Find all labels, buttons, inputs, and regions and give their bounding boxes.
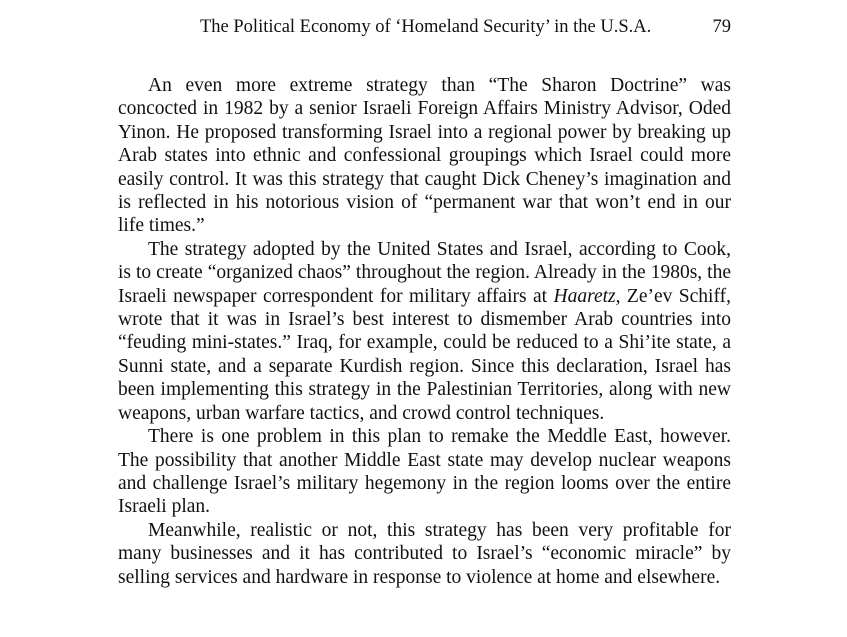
paragraph-1-text: An even more extreme strategy than “The Sharon Doctrine” was concocted in 1982 by a senior Israeli Foreign Affairs Ministry Advisor, Oded Yinon. He proposed transforming Israel into a regional power by breaking up Arab states into ethnic and confessional groupings which Israel could more easily control. It was this strategy that caught Dick Cheney’s imagination and is reflected in his notorious vision of “permanent war that won’t end in our life times.”	[118, 75, 731, 237]
newspaper-name-emphasis: Haaretz	[553, 285, 616, 307]
paragraph-2-text-end: , Ze’ev Schiff, wrote that it was in Israel’s best interest to dismember Arab countries into “feuding mini-states.” Iraq, for example, could be reduced to a Shi’ite state, a Sunni state, and a separate Kurdish region. Since this declaration, Israel has been implementing this strategy in the Palestinian Territories, along with new weapons, urban warfare tactics, and crowd control techniques.	[118, 285, 731, 424]
paragraph-4	[118, 519, 731, 589]
paragraph-2-text-start: The strategy adopted by the United States and Israel, according to Cook, is to create “organized chaos” throughout the region. Already in the 1980s, the Israeli newspaper correspondent for military affairs at	[118, 238, 731, 307]
paragraph-3-text: There is one problem in this plan to remake the Meddle East, however. The possibility that another Middle East state may develop nuclear weapons and challenge Israel’s military hegemony in the region looms over the entire Israeli plan.	[118, 426, 731, 518]
body-text	[118, 74, 731, 589]
page-number: 79	[712, 17, 731, 37]
running-title: The Political Economy of ‘Homeland Security’ in the U.S.A.	[200, 17, 652, 37]
paragraph-3	[118, 425, 731, 519]
running-header	[200, 14, 731, 40]
paragraph-4-text: Meanwhile, realistic or not, this strategy has been very profitable for many businesses and it has contributed to Israel’s “economic miracle” by selling services and hardware in response to violence at home and elsewhere.	[118, 519, 731, 588]
paragraph-1	[118, 74, 731, 238]
paragraph-2	[118, 238, 731, 425]
